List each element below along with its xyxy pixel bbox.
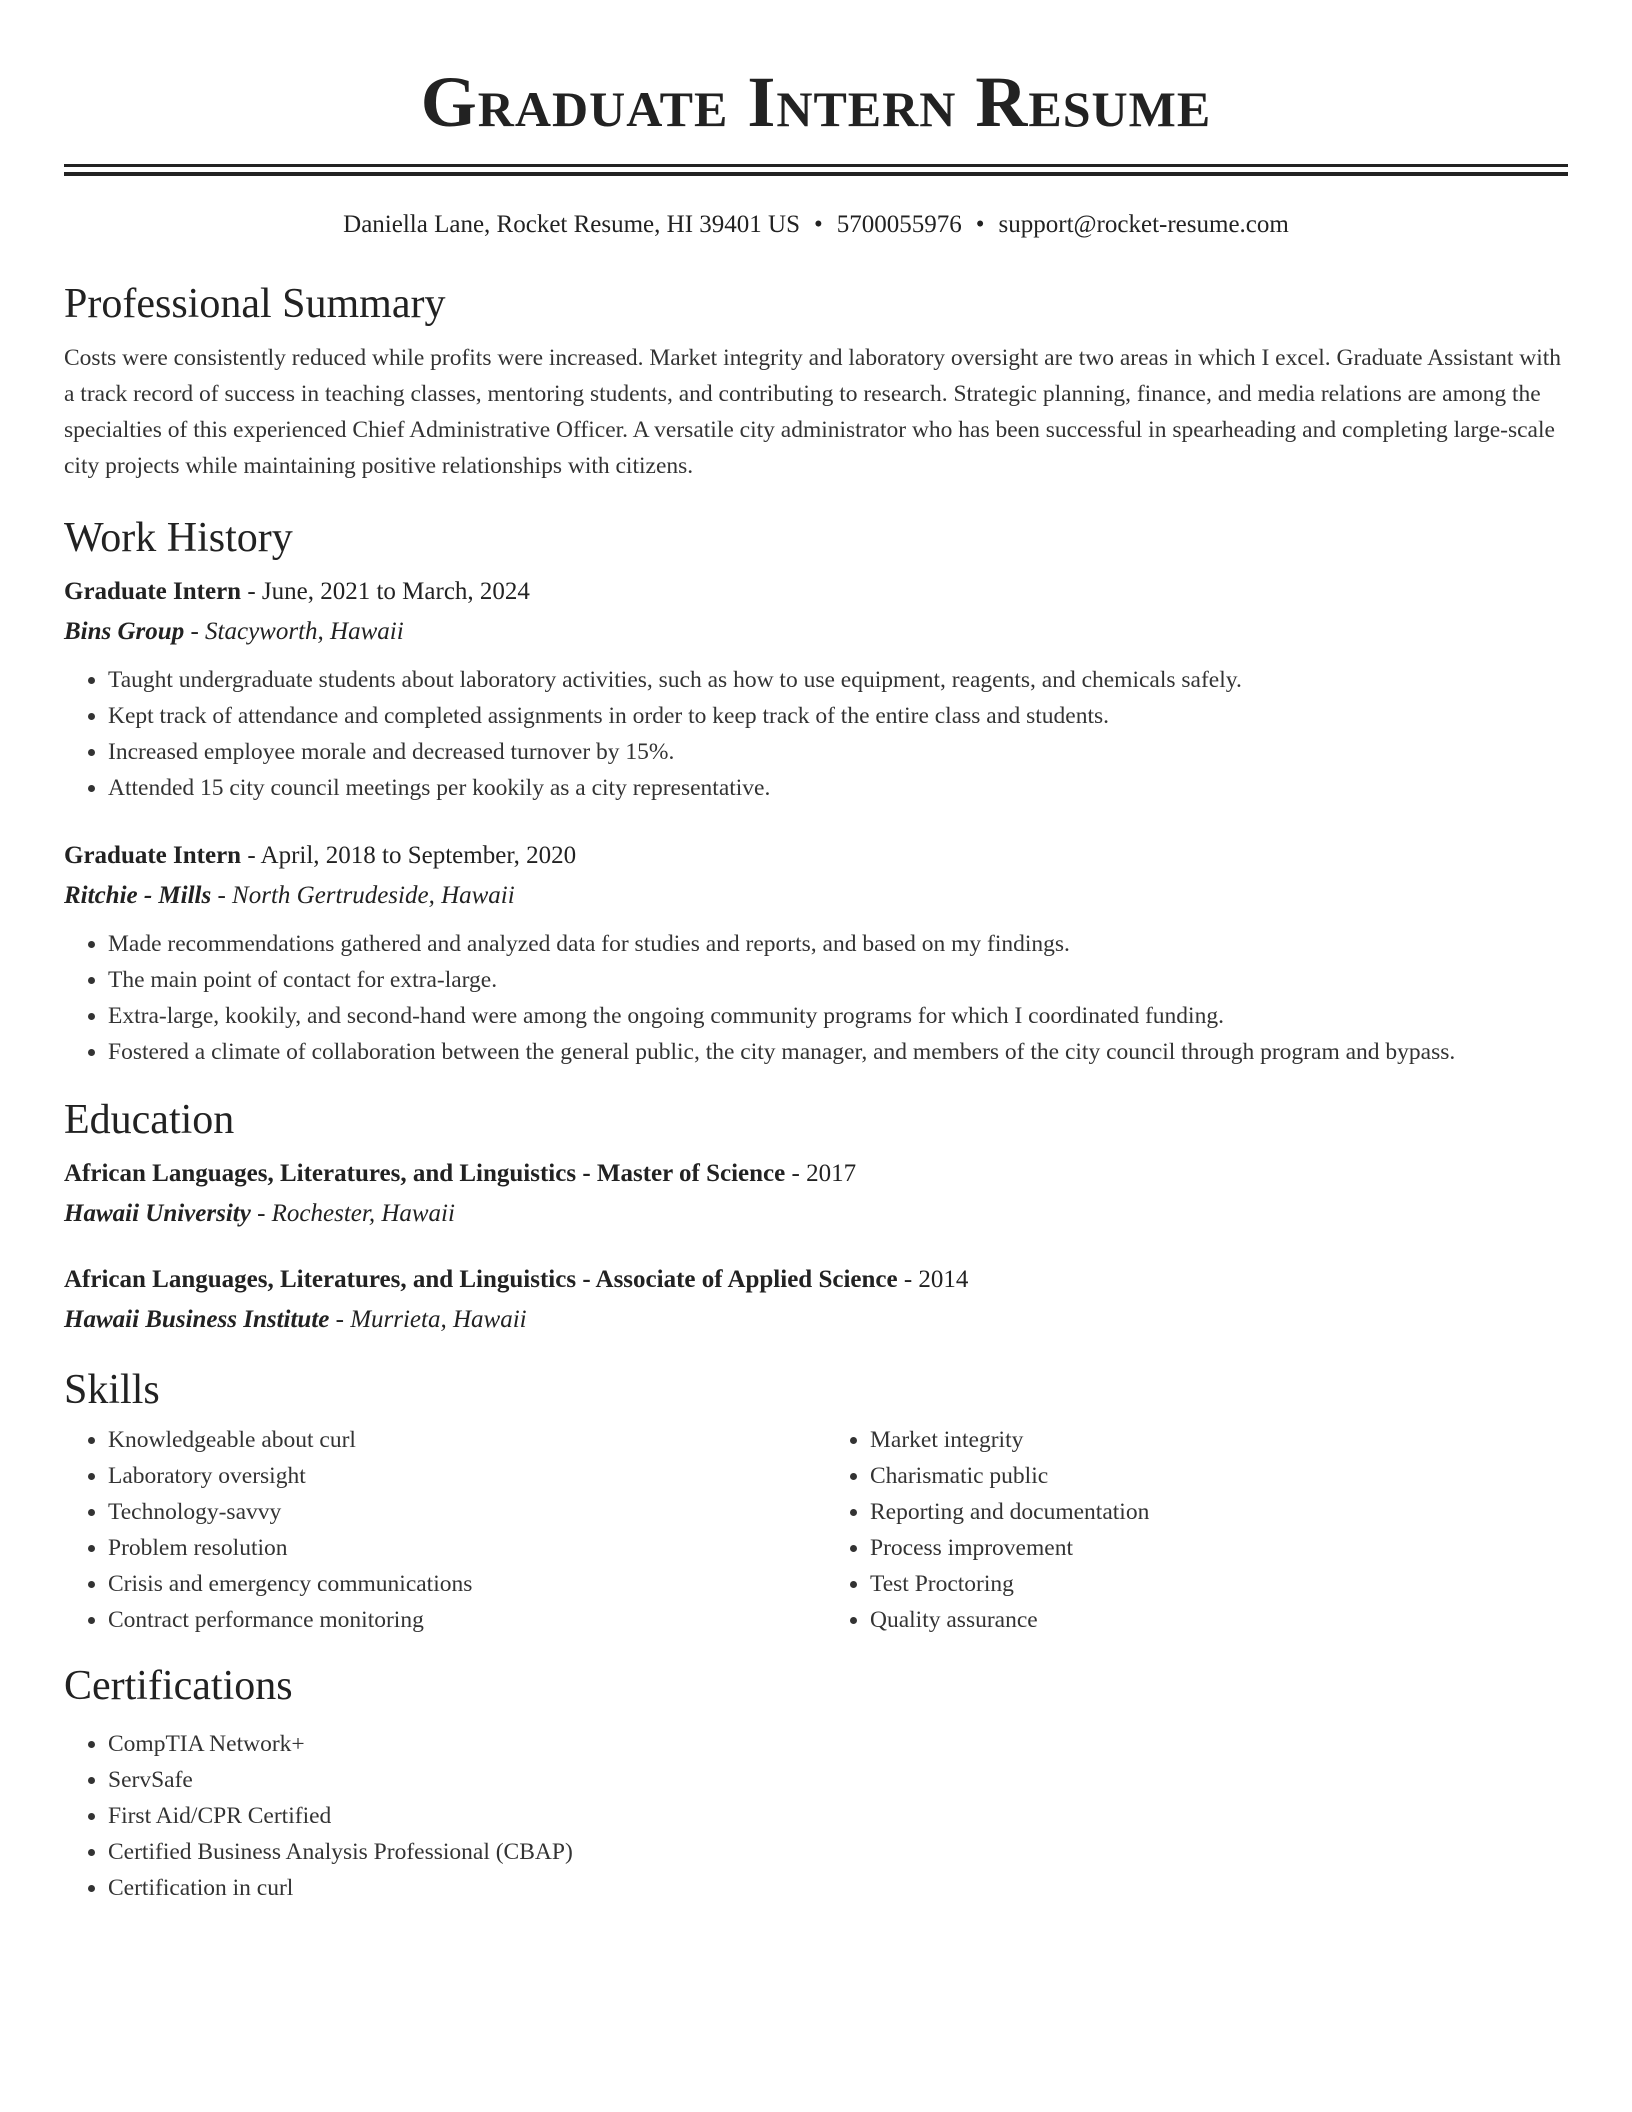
skills-left-list	[64, 1422, 806, 1638]
list-item: • Problem resolution	[108, 1530, 806, 1566]
school-location: - Rochester, Hawaii	[250, 1200, 455, 1227]
list-item: • Technology-savvy	[108, 1494, 806, 1530]
job-location: - Stacyworth, Hawaii	[184, 618, 404, 645]
list-item: • Test Proctoring	[870, 1566, 1568, 1602]
skills-heading: Skills	[64, 1367, 160, 1413]
job-title-line	[64, 574, 1568, 610]
contact-separator: •	[975, 211, 985, 238]
list-item: • Attended 15 city council meetings per kookily as a city representative.	[108, 770, 1568, 806]
list-item: • Certified Business Analysis Professional (CBAP)	[108, 1834, 1568, 1870]
contact-line	[64, 208, 1568, 242]
job-company: Bins Group	[64, 618, 185, 645]
summary-heading: Professional Summary	[64, 281, 446, 327]
job-title: Graduate Intern	[64, 842, 242, 869]
degree-name: African Languages, Literatures, and Linguistics - Master of Science	[64, 1160, 786, 1187]
contact-phone: 5700055976	[836, 211, 962, 238]
resume-page	[64, 0, 1568, 1906]
list-item: • Contract performance monitoring	[108, 1602, 806, 1638]
resume-title: Graduate Intern Resume	[420, 62, 1212, 142]
certifications-list	[64, 1726, 1568, 1906]
list-item: • Market integrity	[870, 1422, 1568, 1458]
degree-name: African Languages, Literatures, and Linguistics - Associate of Applied Science	[64, 1266, 898, 1293]
degree-year: - 2017	[785, 1160, 857, 1187]
job-bullets	[64, 662, 1568, 806]
certifications-section	[64, 1660, 1568, 1906]
certifications-heading: Certifications	[64, 1663, 293, 1709]
contact-email: support@rocket-resume.com	[998, 211, 1289, 238]
list-item: • The main point of contact for extra-large.	[108, 962, 1568, 998]
list-item: • Made recommendations gathered and analyzed data for studies and reports, and based on my findings.	[108, 926, 1568, 962]
education-heading: Education	[64, 1097, 235, 1143]
school-line	[64, 1196, 1568, 1232]
job-company-line	[64, 878, 1568, 914]
education-entry	[64, 1262, 1568, 1338]
job-dates: - April, 2018 to September, 2020	[241, 842, 577, 869]
degree-year: - 2014	[897, 1266, 969, 1293]
job-company-line	[64, 614, 1568, 650]
list-item: • Increased employee morale and decreased turnover by 15%.	[108, 734, 1568, 770]
list-item: • Laboratory oversight	[108, 1458, 806, 1494]
school-location: - Murrieta, Hawaii	[329, 1306, 527, 1333]
summary-text: Costs were consistently reduced while profits were increased. Market integrity and laboratory oversight are two areas in which I excel. Graduate Assistant with a track record of success in teaching classes, mentoring students, and contributing to research. Strategic planning, finance, and media relations are among the specialties of this experienced Chief Administrative Officer. A versatile city administrator who has been successful in spearheading and completing large-scale city projects while maintaining positive relationships with citizens.	[64, 345, 1562, 479]
education-section	[64, 1094, 1568, 1338]
title-divider	[64, 164, 1568, 176]
job-bullets	[64, 926, 1568, 1070]
summary-section	[64, 278, 1568, 484]
degree-line	[64, 1156, 1568, 1192]
list-item: • Taught undergraduate students about laboratory activities, such as how to use equipment, reagents, and chemicals safely.	[108, 662, 1568, 698]
contact-separator: •	[814, 211, 823, 238]
job-title-line	[64, 838, 1568, 874]
skills-grid	[64, 1422, 1568, 1638]
list-item: • Kept track of attendance and completed assignments in order to keep track of the entire class and students.	[108, 698, 1568, 734]
contact-address: Daniella Lane, Rocket Resume, HI 39401 US	[343, 211, 800, 238]
list-item: • Knowledgeable about curl	[108, 1422, 806, 1458]
list-item: • Charismatic public	[870, 1458, 1568, 1494]
skills-section	[64, 1364, 1568, 1638]
school-name: Hawaii Business Institute	[64, 1306, 330, 1333]
list-item: • CompTIA Network+	[108, 1726, 1568, 1762]
list-item: • Quality assurance	[870, 1602, 1568, 1638]
school-line	[64, 1302, 1568, 1338]
list-item: • First Aid/CPR Certified	[108, 1798, 1568, 1834]
list-item: • Fostered a climate of collaboration between the general public, the city manager, and members of the city council through program and bypass.	[108, 1034, 1568, 1070]
school-name: Hawaii University	[64, 1200, 251, 1227]
work-history-section	[64, 512, 1568, 1070]
list-item: • Reporting and documentation	[870, 1494, 1568, 1530]
job-title: Graduate Intern	[64, 578, 242, 605]
job-company: Ritchie - Mills	[64, 882, 212, 909]
list-item: • Certification in curl	[108, 1870, 1568, 1906]
list-item: • ServSafe	[108, 1762, 1568, 1798]
work-history-heading: Work History	[64, 515, 293, 561]
job-entry	[64, 838, 1568, 1070]
job-dates: - June, 2021 to March, 2024	[241, 578, 530, 605]
list-item: • Crisis and emergency communications	[108, 1566, 806, 1602]
job-entry	[64, 574, 1568, 806]
list-item: • Process improvement	[870, 1530, 1568, 1566]
skills-right-list	[826, 1422, 1568, 1638]
list-item: • Extra-large, kookily, and second-hand were among the ongoing community programs for which I coordinated funding.	[108, 998, 1568, 1034]
job-location: - North Gertrudeside, Hawaii	[211, 882, 515, 909]
degree-line	[64, 1262, 1568, 1298]
education-entry	[64, 1156, 1568, 1232]
